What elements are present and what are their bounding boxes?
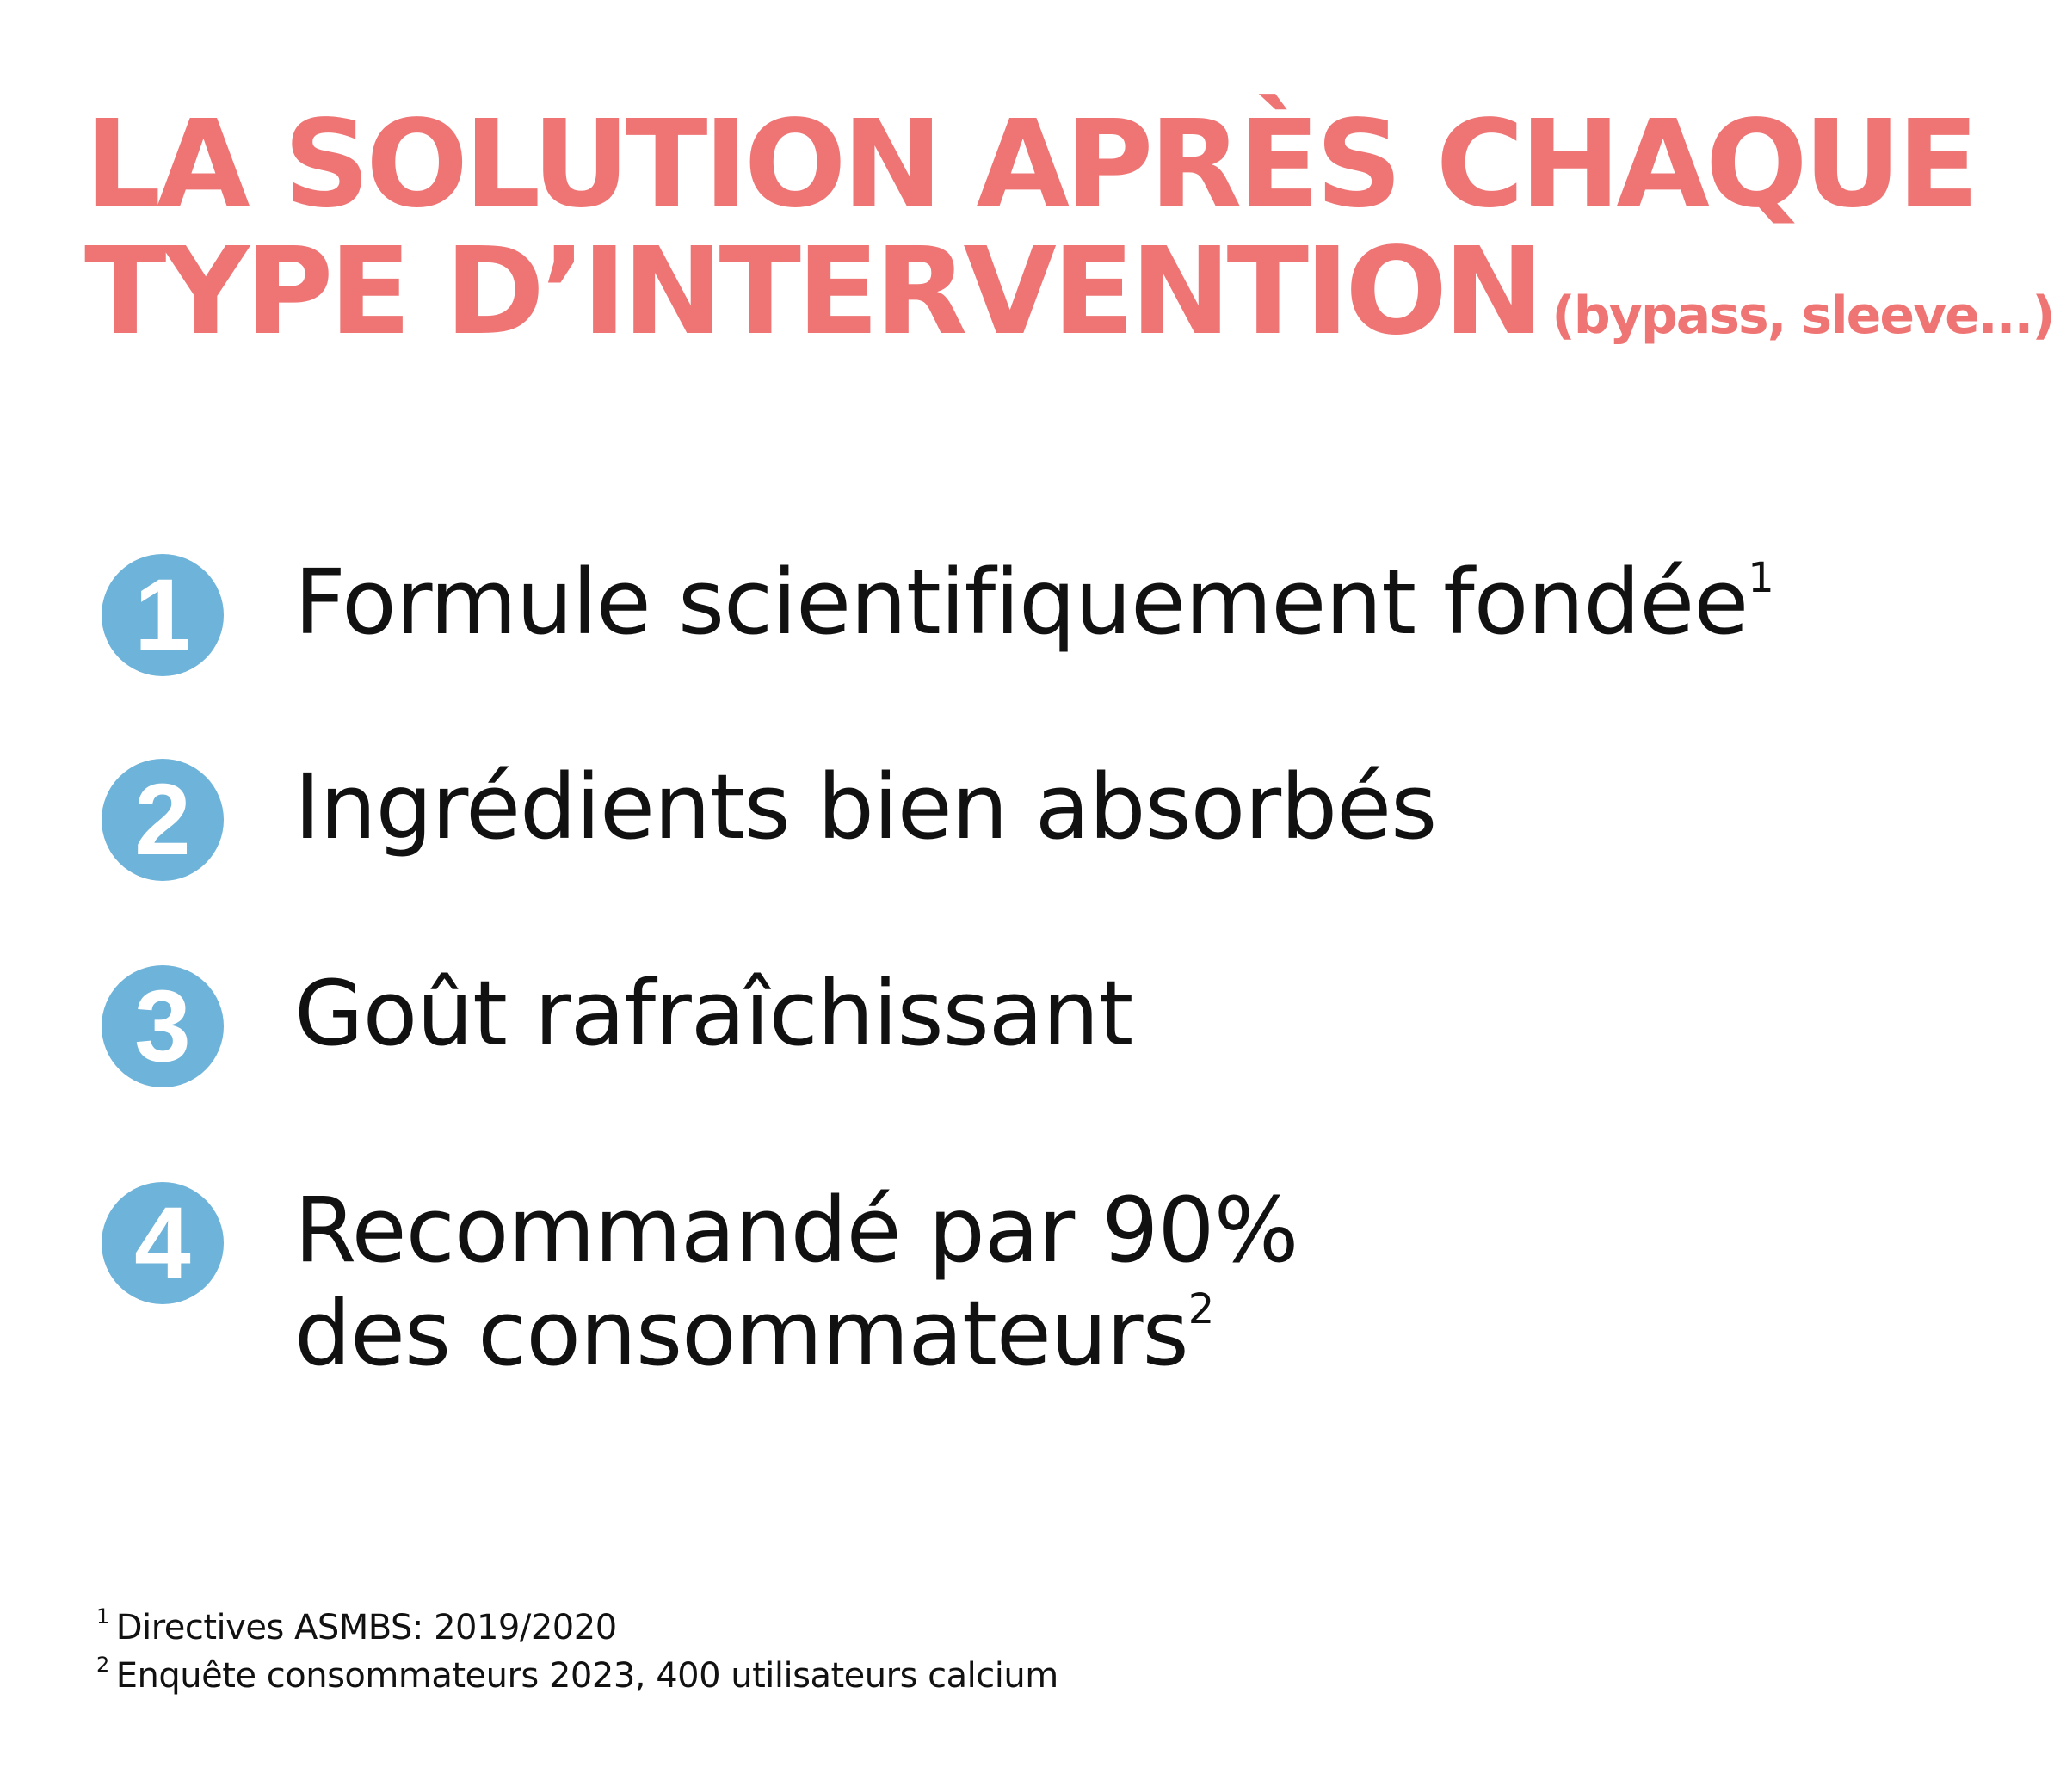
title-line-2-text: TYPE D’INTERVENTION [84,222,1540,362]
footnote-1 [96,1604,1058,1652]
benefit-text-1 [294,551,1773,654]
benefit-text-2: Ingrédients bien absorbés [294,754,1437,859]
footnote-2 [96,1652,1058,1700]
benefit-text-1-label: Formule scientifiquement fondée [294,550,1749,655]
number-badge-2: 2 [102,759,224,881]
title-line-1: LA SOLUTION APRÈS CHAQUE [84,95,1976,235]
number-badge-4: 4 [102,1182,224,1304]
footnote-mark-2: 2 [96,1653,109,1677]
title-suffix: (bypass, sleeve...) [1551,286,2054,346]
footnote-text-2: Enquête consommateurs 2023, 400 utilisateurs calcium [115,1656,1058,1696]
footnote-mark-1: 1 [96,1604,109,1629]
footnote-ref-1: 1 [1748,554,1773,602]
benefit-text-3: Goût rafraîchissant [294,961,1133,1066]
footnote-text-1: Directives ASMBS: 2019/2020 [115,1608,617,1647]
benefit-text-4-line2 [294,1282,1213,1385]
number-badge-1: 1 [102,554,224,676]
title-line-2 [84,222,2054,379]
benefit-text-4-line2-label: des consommateurs [294,1281,1188,1386]
footnote-ref-2: 2 [1187,1285,1214,1333]
benefit-text-4: Recommandé par 90% [294,1178,1298,1283]
page-title [84,95,2054,379]
footnotes [96,1604,1058,1700]
number-badge-3: 3 [102,965,224,1087]
